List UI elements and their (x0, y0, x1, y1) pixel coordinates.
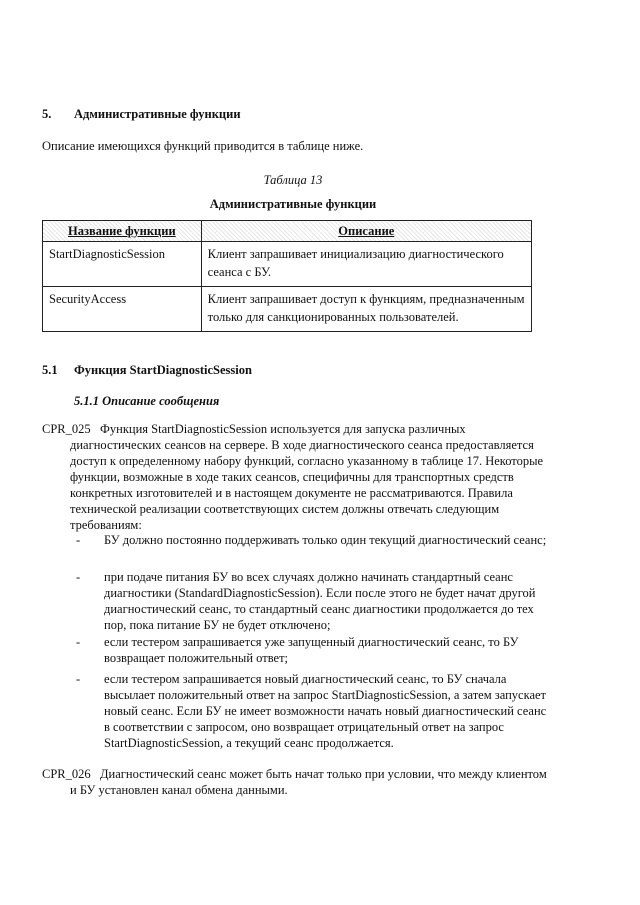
function-name-cell: SecurityAccess (43, 287, 202, 332)
subsection-number: 5.1 (42, 363, 58, 377)
function-description-cell: Клиент запрашивает инициализацию диагностического сеанса с БУ. (201, 242, 531, 287)
subsection-title: Функция StartDiagnosticSession (74, 363, 252, 377)
table-label: Таблица 13 (263, 173, 323, 187)
bullet-dash: - (76, 533, 81, 547)
bullet-item: если тестером запрашивается новый диагностический сеанс, то БУ сначала высылает положительный ответ на запрос StartDiagnosticSession, а затем запускает новый сеанс. Если БУ не имеет возможности начать новый диагностический сеанс в соответствии с запросом, оно возвращает отрицательный ответ на запрос StartDiagnosticSession, а текущий сеанс продолжается. (104, 672, 547, 750)
requirement-cpr026-body (42, 766, 552, 798)
bullet-item: при подаче питания БУ во всех случаях должно начинать стандартный сеанс диагностики (StandardDiagnosticSession). Если после этого не будет начат другой диагностический сеанс, то стандартный сеанс диагностики продолжается до тех пор, пока питание БУ не будет отключено; (104, 570, 536, 632)
table-row (43, 242, 532, 287)
table-header-row (43, 221, 532, 242)
bullet-dash: - (76, 672, 81, 686)
requirement-text: Диагностический сеанс может быть начат только при условии, что между клиентом и БУ установлен канал обмена данными. (70, 767, 547, 797)
requirement-text: Функция StartDiagnosticSession используется для запуска различных диагностических сеансов на сервере. В ходе диагностического сеанса предоставляется доступ к определенному набору функций, согласно указанному в таблице 17. Некоторые функции, возможные в ходе таких сеансов, специфичны для транспортных средств конкретных изготовителей и в настоящем документе не рассматриваются. Правила технической реализации соответствующих систем должны отвечать следующим требованиям: (70, 422, 544, 532)
requirement-cpr025 (42, 421, 552, 533)
requirement-cpr026 (42, 766, 552, 798)
bullet-item: БУ должно постоянно поддерживать только один текущий диагностический сеанс; (104, 533, 547, 547)
requirement-id: CPR_025 (42, 422, 91, 436)
function-description-cell: Клиент запрашивает доступ к функциям, предназначенным только для санкционированных пользователей. (201, 287, 531, 332)
section-number: 5. (42, 107, 52, 121)
intro-paragraph: Описание имеющихся функций приводится в таблице ниже. (42, 139, 364, 153)
table-title: Административные функции (209, 197, 377, 211)
header-function-name: Название функции (43, 221, 202, 242)
bullet-dash: - (76, 635, 81, 649)
functions-table (42, 220, 532, 332)
bullet-dash: - (76, 570, 81, 584)
requirement-cpr025-body (42, 421, 552, 533)
requirement-id: CPR_026 (42, 767, 91, 781)
header-description: Описание (201, 221, 531, 242)
subsubsection-title: 5.1.1 Описание сообщения (74, 394, 220, 408)
bullet-item: если тестером запрашивается уже запущенный диагностический сеанс, то БУ возвращает положительный ответ; (104, 635, 519, 665)
table-row (43, 287, 532, 332)
function-name-cell: StartDiagnosticSession (43, 242, 202, 287)
section-title: Административные функции (74, 107, 241, 121)
